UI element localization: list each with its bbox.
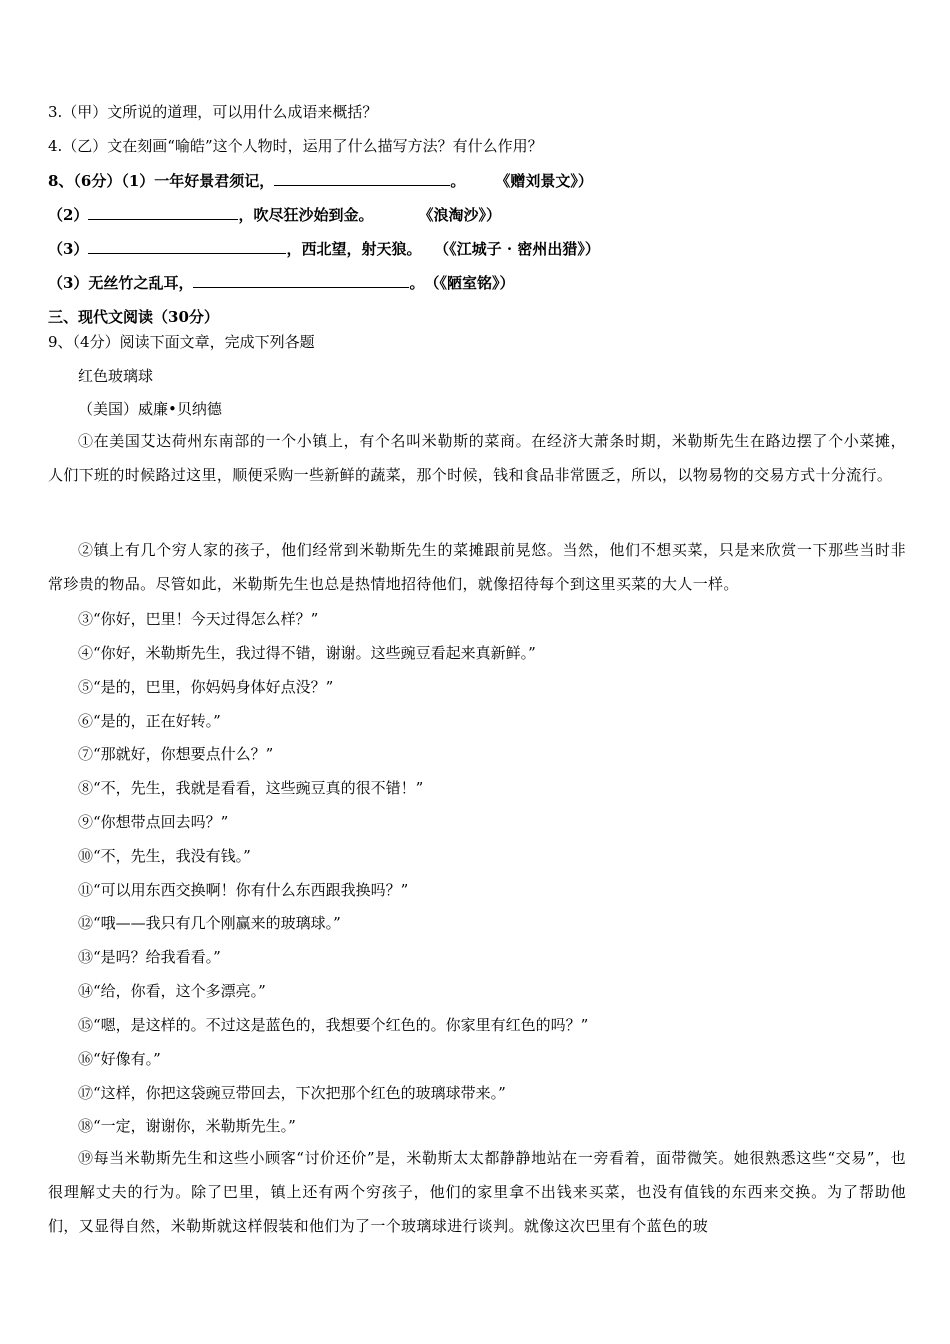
answer-blank-1[interactable] (274, 170, 450, 186)
question-8-4-text: （3）无丝竹之乱耳， (48, 274, 194, 292)
answer-blank-3[interactable] (88, 238, 286, 254)
question-8-3-label: （3） (48, 240, 89, 258)
dialogue-line: ③“你好，巴里！今天过得怎么样？” (78, 610, 319, 628)
dialogue-line: ⑤“是的，巴里，你妈妈身体好点没？” (78, 678, 334, 696)
dialogue-line: ⑰“这样，你把这袋豌豆带回去，下次把那个红色的玻璃球带来。” (78, 1084, 506, 1102)
dialogue-line: ④“你好，米勒斯先生，我过得不错，谢谢。这些豌豆看起来真新鲜。” (78, 644, 536, 662)
dialogue-line: ⑧“不，先生，我就是看看，这些豌豆真的很不错！” (78, 779, 424, 797)
answer-blank-4[interactable] (193, 272, 409, 288)
article-author: （美国）威廉•贝纳德 (78, 400, 222, 418)
question-8-2-text: ，吹尽狂沙始到金。 《浪淘沙》） (238, 206, 501, 224)
question-3: 3.（甲）文所说的道理，可以用什么成语来概括？ (48, 103, 378, 121)
question-8-line-4 (48, 272, 908, 293)
dialogue-line: ⑬“是吗？给我看看。” (78, 948, 221, 966)
question-8-line-1 (48, 170, 908, 191)
question-8-source-1: 。 《赠刘景文》） (450, 172, 593, 190)
dialogue-line: ⑭“给，你看，这个多漂亮。” (78, 982, 266, 1000)
answer-blank-2[interactable] (88, 204, 238, 220)
article-paragraph-19: ⑲每当米勒斯先生和这些小顾客“讨价还价”是，米勒斯太太都静静地站在一旁看着，面带微笑。她很熟悉这些“交易”，也很理解丈夫的行为。除了巴里，镇上还有两个穷孩子，他们的家里拿不出钱来买菜，也没有值钱的东西来交换。为了帮助他们，又显得自然，米勒斯就这样假装和他们为了一个玻璃球进行谈判。就像这次巴里有个蓝色的玻 (48, 1149, 906, 1235)
dialogue-line: ⑩“不，先生，我没有钱。” (78, 847, 251, 865)
dialogue-line: ⑪“可以用东西交换啊！你有什么东西跟我换吗？” (78, 881, 409, 899)
article-title: 红色玻璃球 (78, 367, 154, 385)
question-8-4-source: 。 （《陋室铭》） (409, 274, 515, 292)
question-8-3-text: ，西北望，射天狼。 （《江城子 · 密州出猎》） (286, 240, 600, 258)
question-8-text: 8、（6分）（1）一年好景君须记， (48, 172, 275, 190)
dialogue-line: ⑱“一定，谢谢你，米勒斯先生。” (78, 1117, 296, 1135)
dialogue-line: ⑨“你想带点回去吗？” (78, 813, 229, 831)
dialogue-line: ⑫“哦——我只有几个刚赢来的玻璃球。” (78, 914, 341, 932)
dialogue-line: ⑮“嗯，是这样的。不过这是蓝色的，我想要个红色的。你家里有红色的吗？” (78, 1016, 589, 1034)
article-paragraph-1: ①在美国艾达荷州东南部的一个小镇上，有个名叫米勒斯的菜商。在经济大萧条时期，米勒斯先生在路边摆了个小菜摊，人们下班的时候路过这里，顺便采购一些新鲜的蔬菜，那个时候，钱和食品非常匮乏，所以，以物易物的交易方式十分流行。 (48, 432, 906, 484)
dialogue-line: ⑯“好像有。” (78, 1050, 161, 1068)
dialogue-line: ⑥“是的，正在好转。” (78, 712, 221, 730)
question-8-line-2 (48, 204, 908, 225)
question-8-2-label: （2） (48, 206, 89, 224)
dialogue-line: ⑦“那就好，你想要点什么？” (78, 745, 274, 763)
article-paragraph-2: ②镇上有几个穷人家的孩子，他们经常到米勒斯先生的菜摊跟前晃悠。当然，他们不想买菜，只是来欣赏一下那些当时非常珍贵的物品。尽管如此，米勒斯先生也总是热情地招待他们，就像招待每个到这里买菜的大人一样。 (48, 541, 906, 593)
question-8-line-3 (48, 238, 908, 259)
question-9: 9、（4分）阅读下面文章，完成下列各题 (48, 333, 315, 351)
section-title: 三、现代文阅读（30分） (48, 308, 219, 326)
question-4: 4.（乙）文在刻画“喻皓”这个人物时，运用了什么描写方法？有什么作用？ (48, 137, 543, 155)
